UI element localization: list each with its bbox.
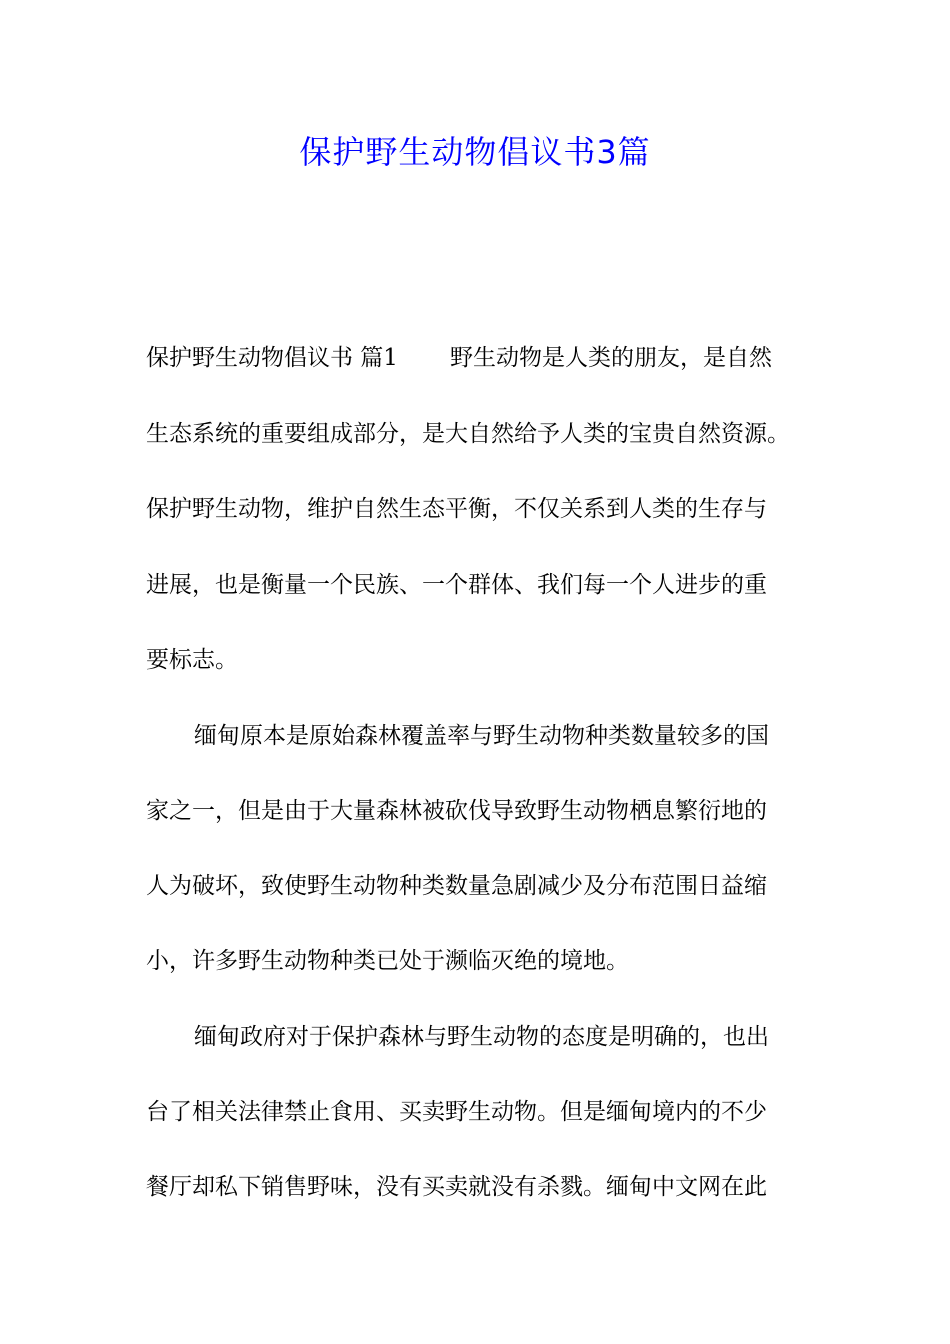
paragraph-line: 要标志。 <box>146 647 238 673</box>
paragraph-line: 人为破坏，致使野生动物种类数量急剧减少及分布范围日益缩 <box>146 873 767 899</box>
line-text: 野生动物是人类的朋友，是自然 <box>449 345 772 371</box>
paragraph-line: 进展，也是衡量一个民族、一个群体、我们每一个人进步的重 <box>146 572 767 598</box>
paragraph-line: 保护野生动物，维护自然生态平衡，不仅关系到人类的生存与 <box>146 496 767 522</box>
paragraph-line: 小，许多野生动物种类已处于濒临灭绝的境地。 <box>146 948 629 974</box>
section-heading: 保护野生动物倡议书 篇1 <box>146 345 398 371</box>
paragraph-line: 餐厅却私下销售野味，没有买卖就没有杀戮。缅甸中文网在此 <box>146 1174 767 1200</box>
paragraph-line: 生态系统的重要组成部分，是大自然给予人类的宝贵自然资源。 <box>146 421 790 447</box>
paragraph-line <box>146 338 826 378</box>
paragraph-line: 缅甸原本是原始森林覆盖率与野生动物种类数量较多的国 <box>194 723 769 749</box>
paragraph-line: 缅甸政府对于保护森林与野生动物的态度是明确的，也出 <box>194 1024 769 1050</box>
paragraph-line: 家之一，但是由于大量森林被砍伐导致野生动物栖息繁衍地的 <box>146 798 767 824</box>
document-title: 保护野生动物倡议书3篇 <box>299 133 651 171</box>
paragraph-line: 台了相关法律禁止食用、买卖野生动物。但是缅甸境内的不少 <box>146 1099 767 1125</box>
